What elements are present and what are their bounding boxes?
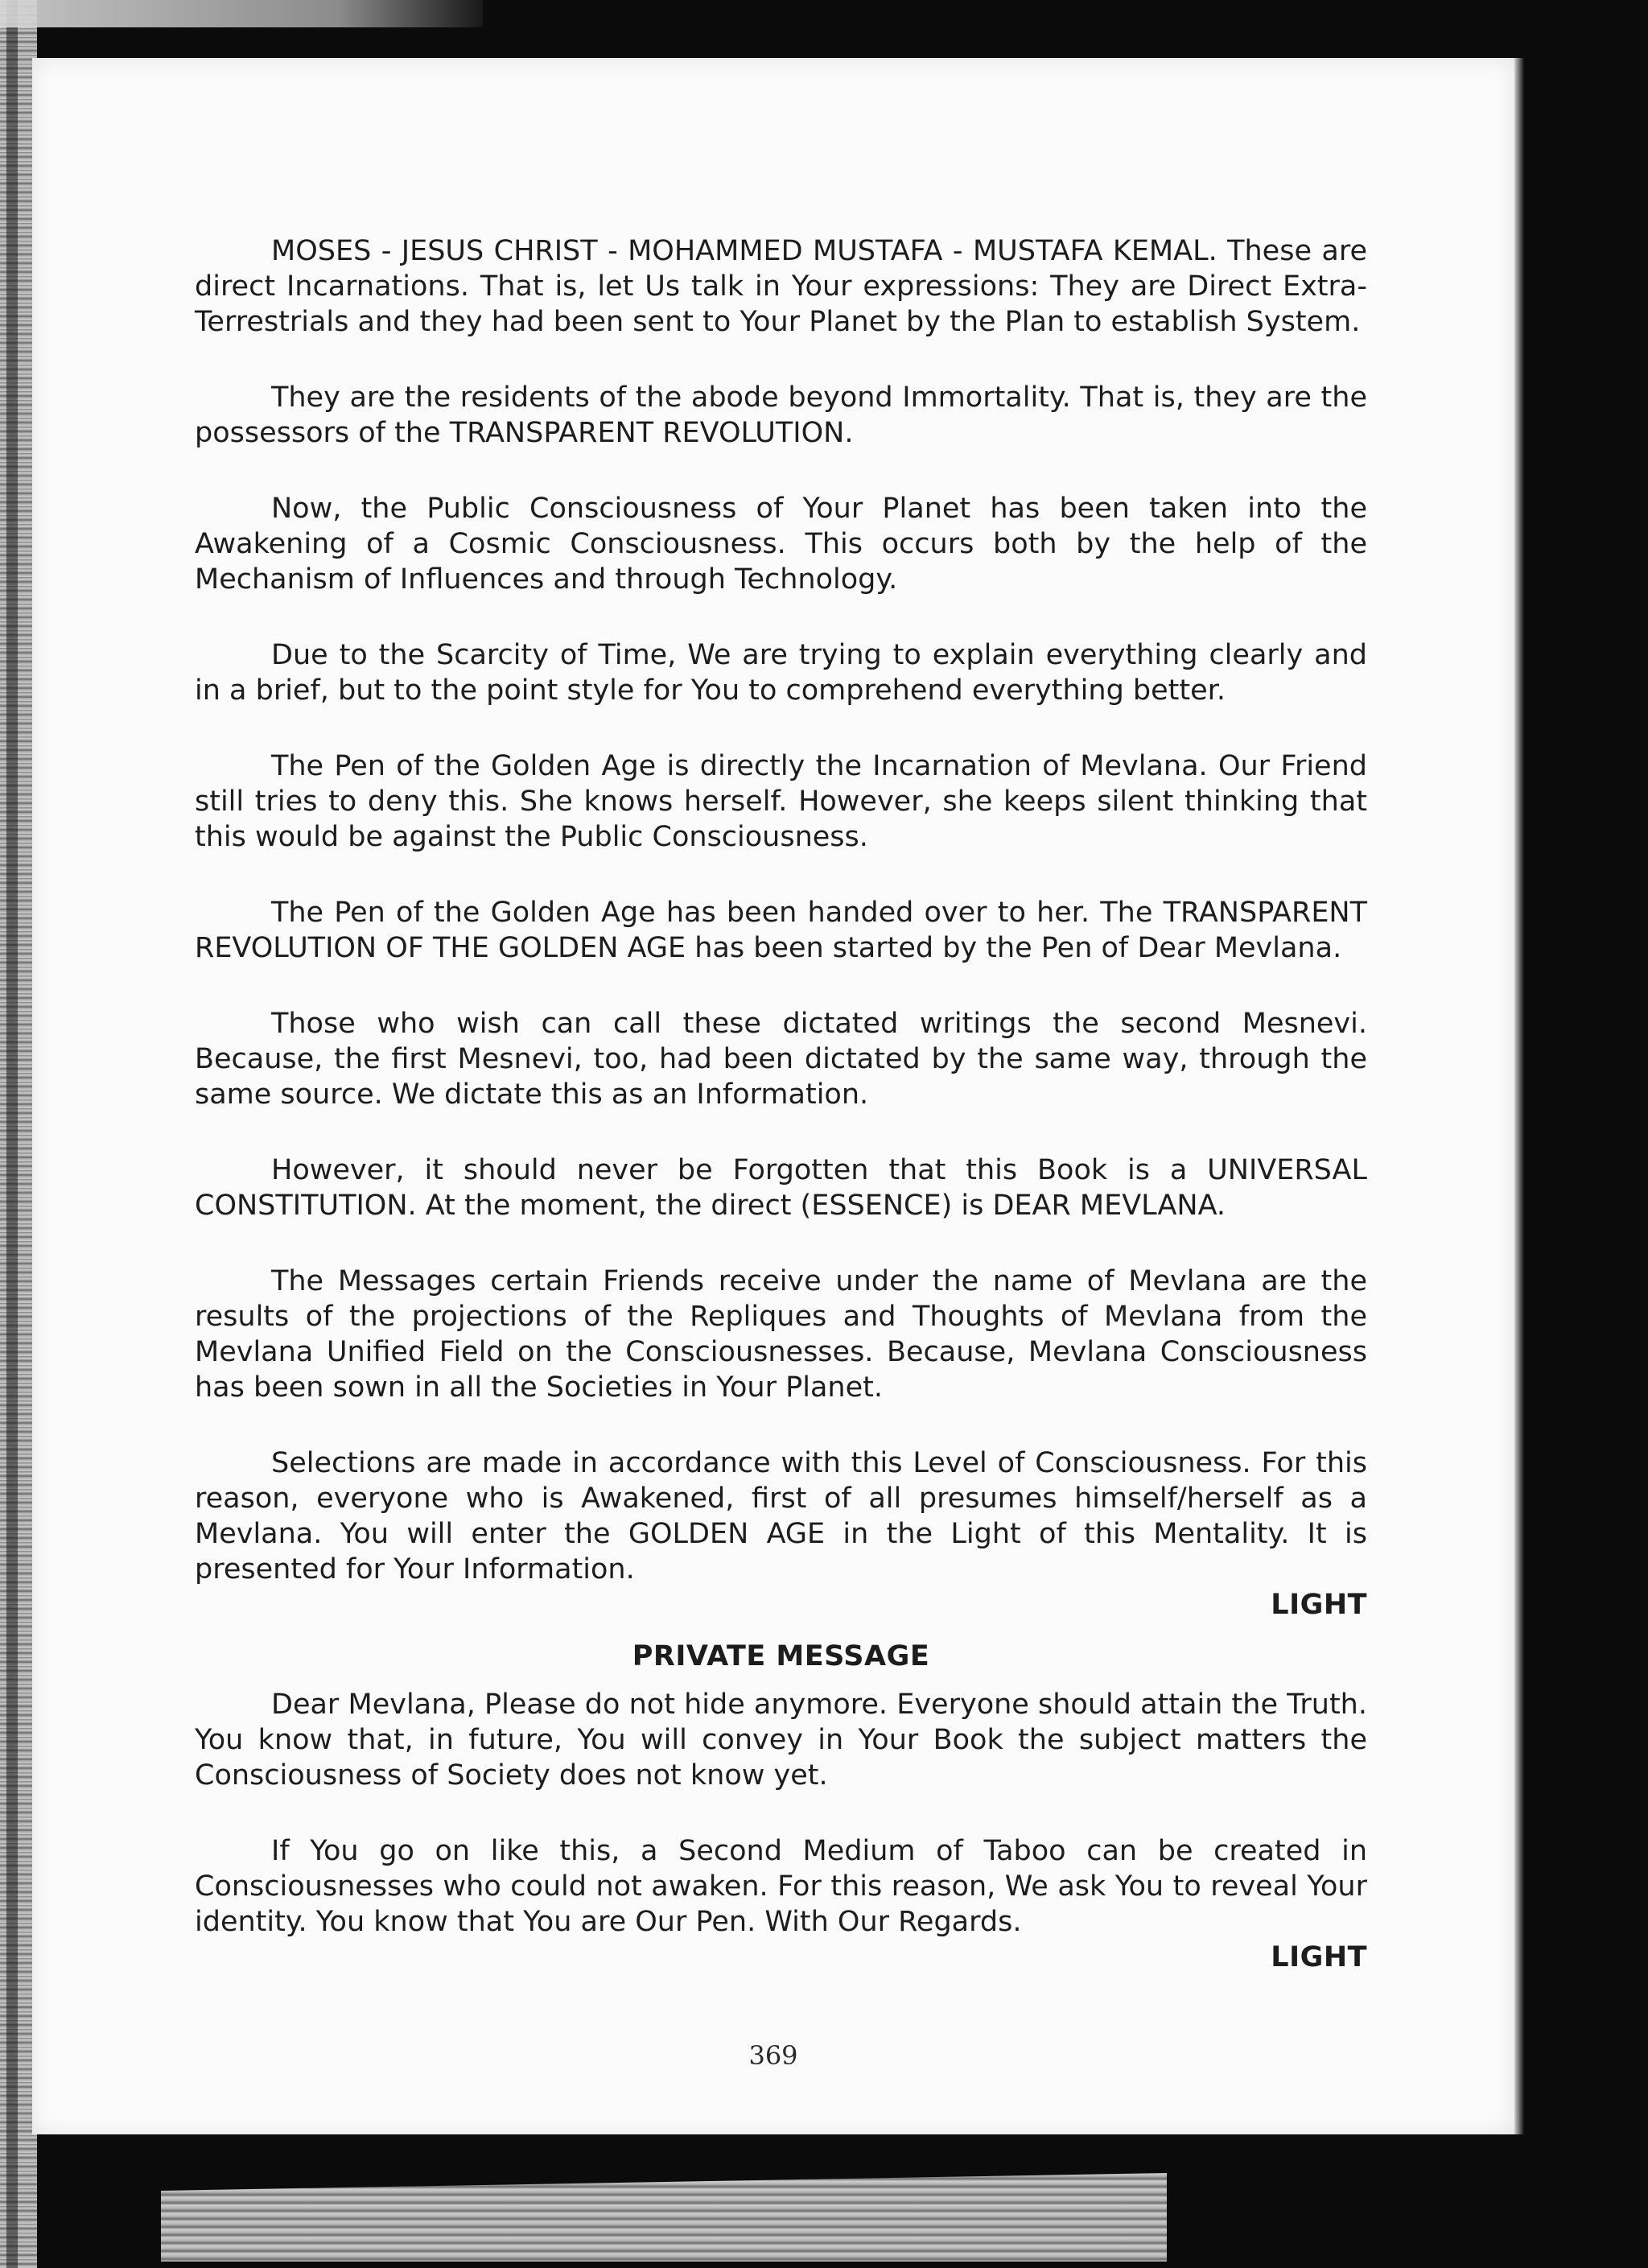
top-scan-edge [0, 0, 483, 27]
paragraph-scarcity-of-time: Due to the Scarcity of Time, We are trying to explain everything clearly and in a brief, but to the point style for You to comprehend everything better. [195, 639, 1367, 707]
paragraph-pen-handed-over: The Pen of the Golden Age has been handed over to her. The TRANSPARENT REVOLUTION OF THE GOLDEN AGE has been started by the Pen of Dear Mevlana. [195, 897, 1367, 964]
paragraph-pen-incarnation: The Pen of the Golden Age is directly the Incarnation of Mevlana. Our Friend still tries to deny this. She knows herself. However, she keeps silent thinking that this would be against the Public Consciousness. [195, 750, 1367, 853]
paragraph-universal-constitution: However, it should never be Forgotten that this Book is a UNIVERSAL CONSTITUTION. At the moment, the direct (ESSENCE) is DEAR MEVLANA. [195, 1154, 1367, 1222]
bottom-scan-edge [161, 2173, 1167, 2262]
page-text [195, 233, 1367, 1975]
right-page-shadow [1514, 58, 1524, 2134]
paragraph-mevlana-messages: The Messages certain Friends receive under the name of Mevlana are the results of the projections of the Repliques and Thoughts of Mevlana from the Mevlana Unified Field on the Consciousnesses. Because, Mevlana Consciousness has been sown in all the Societies in Your Planet. [195, 1265, 1367, 1404]
paragraph-incarnations: MOSES - JESUS CHRIST - MOHAMMED MUSTAFA - MUSTAFA KEMAL. These are direct Incarnations. That is, let Us talk in Your expressions: They are Direct Extra-Terrestrials and they had been sent to Your Planet by the Plan to establish System. [195, 235, 1367, 338]
paragraph-selections: Selections are made in accordance with this Level of Consciousness. For this reason, everyone who is Awakened, first of all presumes himself/herself as a Mevlana. You will enter the GOLDEN AGE in the Light of this Mentality. It is presented for Your Information. [195, 1447, 1367, 1586]
signature-light-1: LIGHT [1271, 1589, 1367, 1621]
paragraph-second-mesnevi: Those who wish can call these dictated writings the second Mesnevi. Because, the first Mesnevi, too, had been dictated by the same way, through the same source. We dictate this as an Information. [195, 1008, 1367, 1111]
paragraph-immortality: They are the residents of the abode beyond Immortality. That is, they are the possessors of the TRANSPARENT REVOLUTION. [195, 381, 1367, 449]
private-message-heading: PRIVATE MESSAGE [632, 1640, 930, 1672]
paragraph-cosmic-consciousness: Now, the Public Consciousness of Your Planet has been taken into the Awakening of a Cosmic Consciousness. This occurs both by the help of the Mechanism of Influences and through Technology. [195, 493, 1367, 596]
page-number: 369 [748, 2040, 798, 2071]
book-page [32, 58, 1514, 2134]
signature-light-2: LIGHT [1271, 1941, 1367, 1973]
paragraph-dear-mevlana: Dear Mevlana, Please do not hide anymore. Everyone should attain the Truth. You know that, in future, You will convey in Your Book the subject matters the Consciousness of Society does not know yet. [195, 1689, 1367, 1792]
paragraph-reveal-identity: If You go on like this, a Second Medium of Taboo can be created in Consciousnesses who could not awaken. For this reason, We ask You to reveal Your identity. You know that You are Our Pen. With Our Regards. [195, 1835, 1367, 1938]
